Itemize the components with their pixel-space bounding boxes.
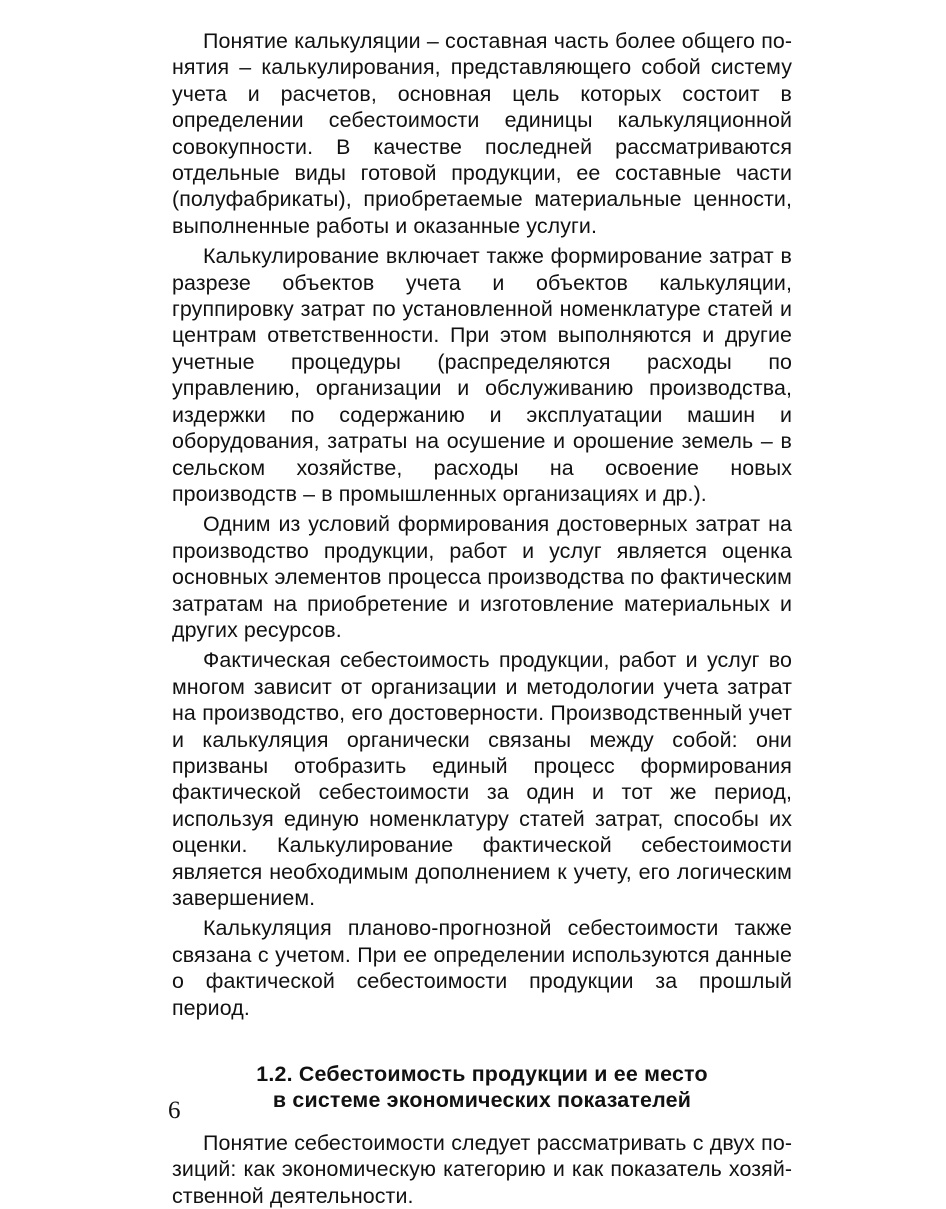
paragraph-calculation-concept: Понятие калькуляции – составная часть более общего понятия – калькулирования, представляющего собой систему учета и расчетов, основная цель которых состоит в определении себестоимости единицы калькуляционной совокупности. В качестве последней рассматриваются отдельные виды готовой продукции, ее составные части (полуфабрикаты), приобретаемые материальные ценности, выполненные работы и оказанные услуги. bbox=[172, 29, 792, 238]
paragraph-actual-cost: Фактическая себестоимость продукции, работ и услуг во многом зависит от организации и методологии учета затрат на производство, его достоверности. Производственный учет и калькуляция органически связаны между собой: они призваны отобразить единый процесс формирования фактической себестоимости за один и тот же период, используя единую номенклатуру статей затрат, способы их оценки. Калькулирование фактической себестоимости является необходимым дополнением к учету, его логическим завершением. bbox=[172, 648, 792, 910]
paragraph-cost-concept: Понятие себестоимости следует рассматривать с двух позиций: как экономическую категорию и как показатель хозяйственной деятельности. bbox=[172, 1130, 792, 1208]
section-heading-line-2: в системе экономических показателей bbox=[272, 1088, 692, 1113]
page-body bbox=[172, 24, 792, 1209]
paragraph-costing-includes: Калькулирование включает также формирование затрат в разрезе объектов учета и объектов калькуляции, группировку затрат по установленной номенклатуре статей и центрам ответственности. При этом выполняются и другие учетные процедуры (распределяются расходы по управлению, организации и обслуживанию производства, издержки по содержанию и эксплуатации машин и оборудования, затраты на осушение и орошение земель – в сельском хозяйстве, расходы на освоение новых производств – в промышленных организациях и др.). bbox=[172, 244, 792, 506]
paragraph-reliable-costs: Одним из условий формирования достоверных затрат на производство продукции, работ и услуг является оценка основных элементов процесса производства по фактическим затратам на приобретение и изготовление материальных и других ресурсов. bbox=[172, 512, 792, 642]
page-number: 6 bbox=[168, 1097, 181, 1124]
section-heading bbox=[172, 1061, 792, 1114]
section-heading-line-1: 1.2. Себестоимость продукции и ее место bbox=[256, 1062, 708, 1087]
paragraph-planned-cost: Калькуляция планово-прогнозной себестоимости также связана с учетом. При ее определении используются данные о фактической себестоимости продукции за прошлый период. bbox=[172, 916, 792, 1020]
